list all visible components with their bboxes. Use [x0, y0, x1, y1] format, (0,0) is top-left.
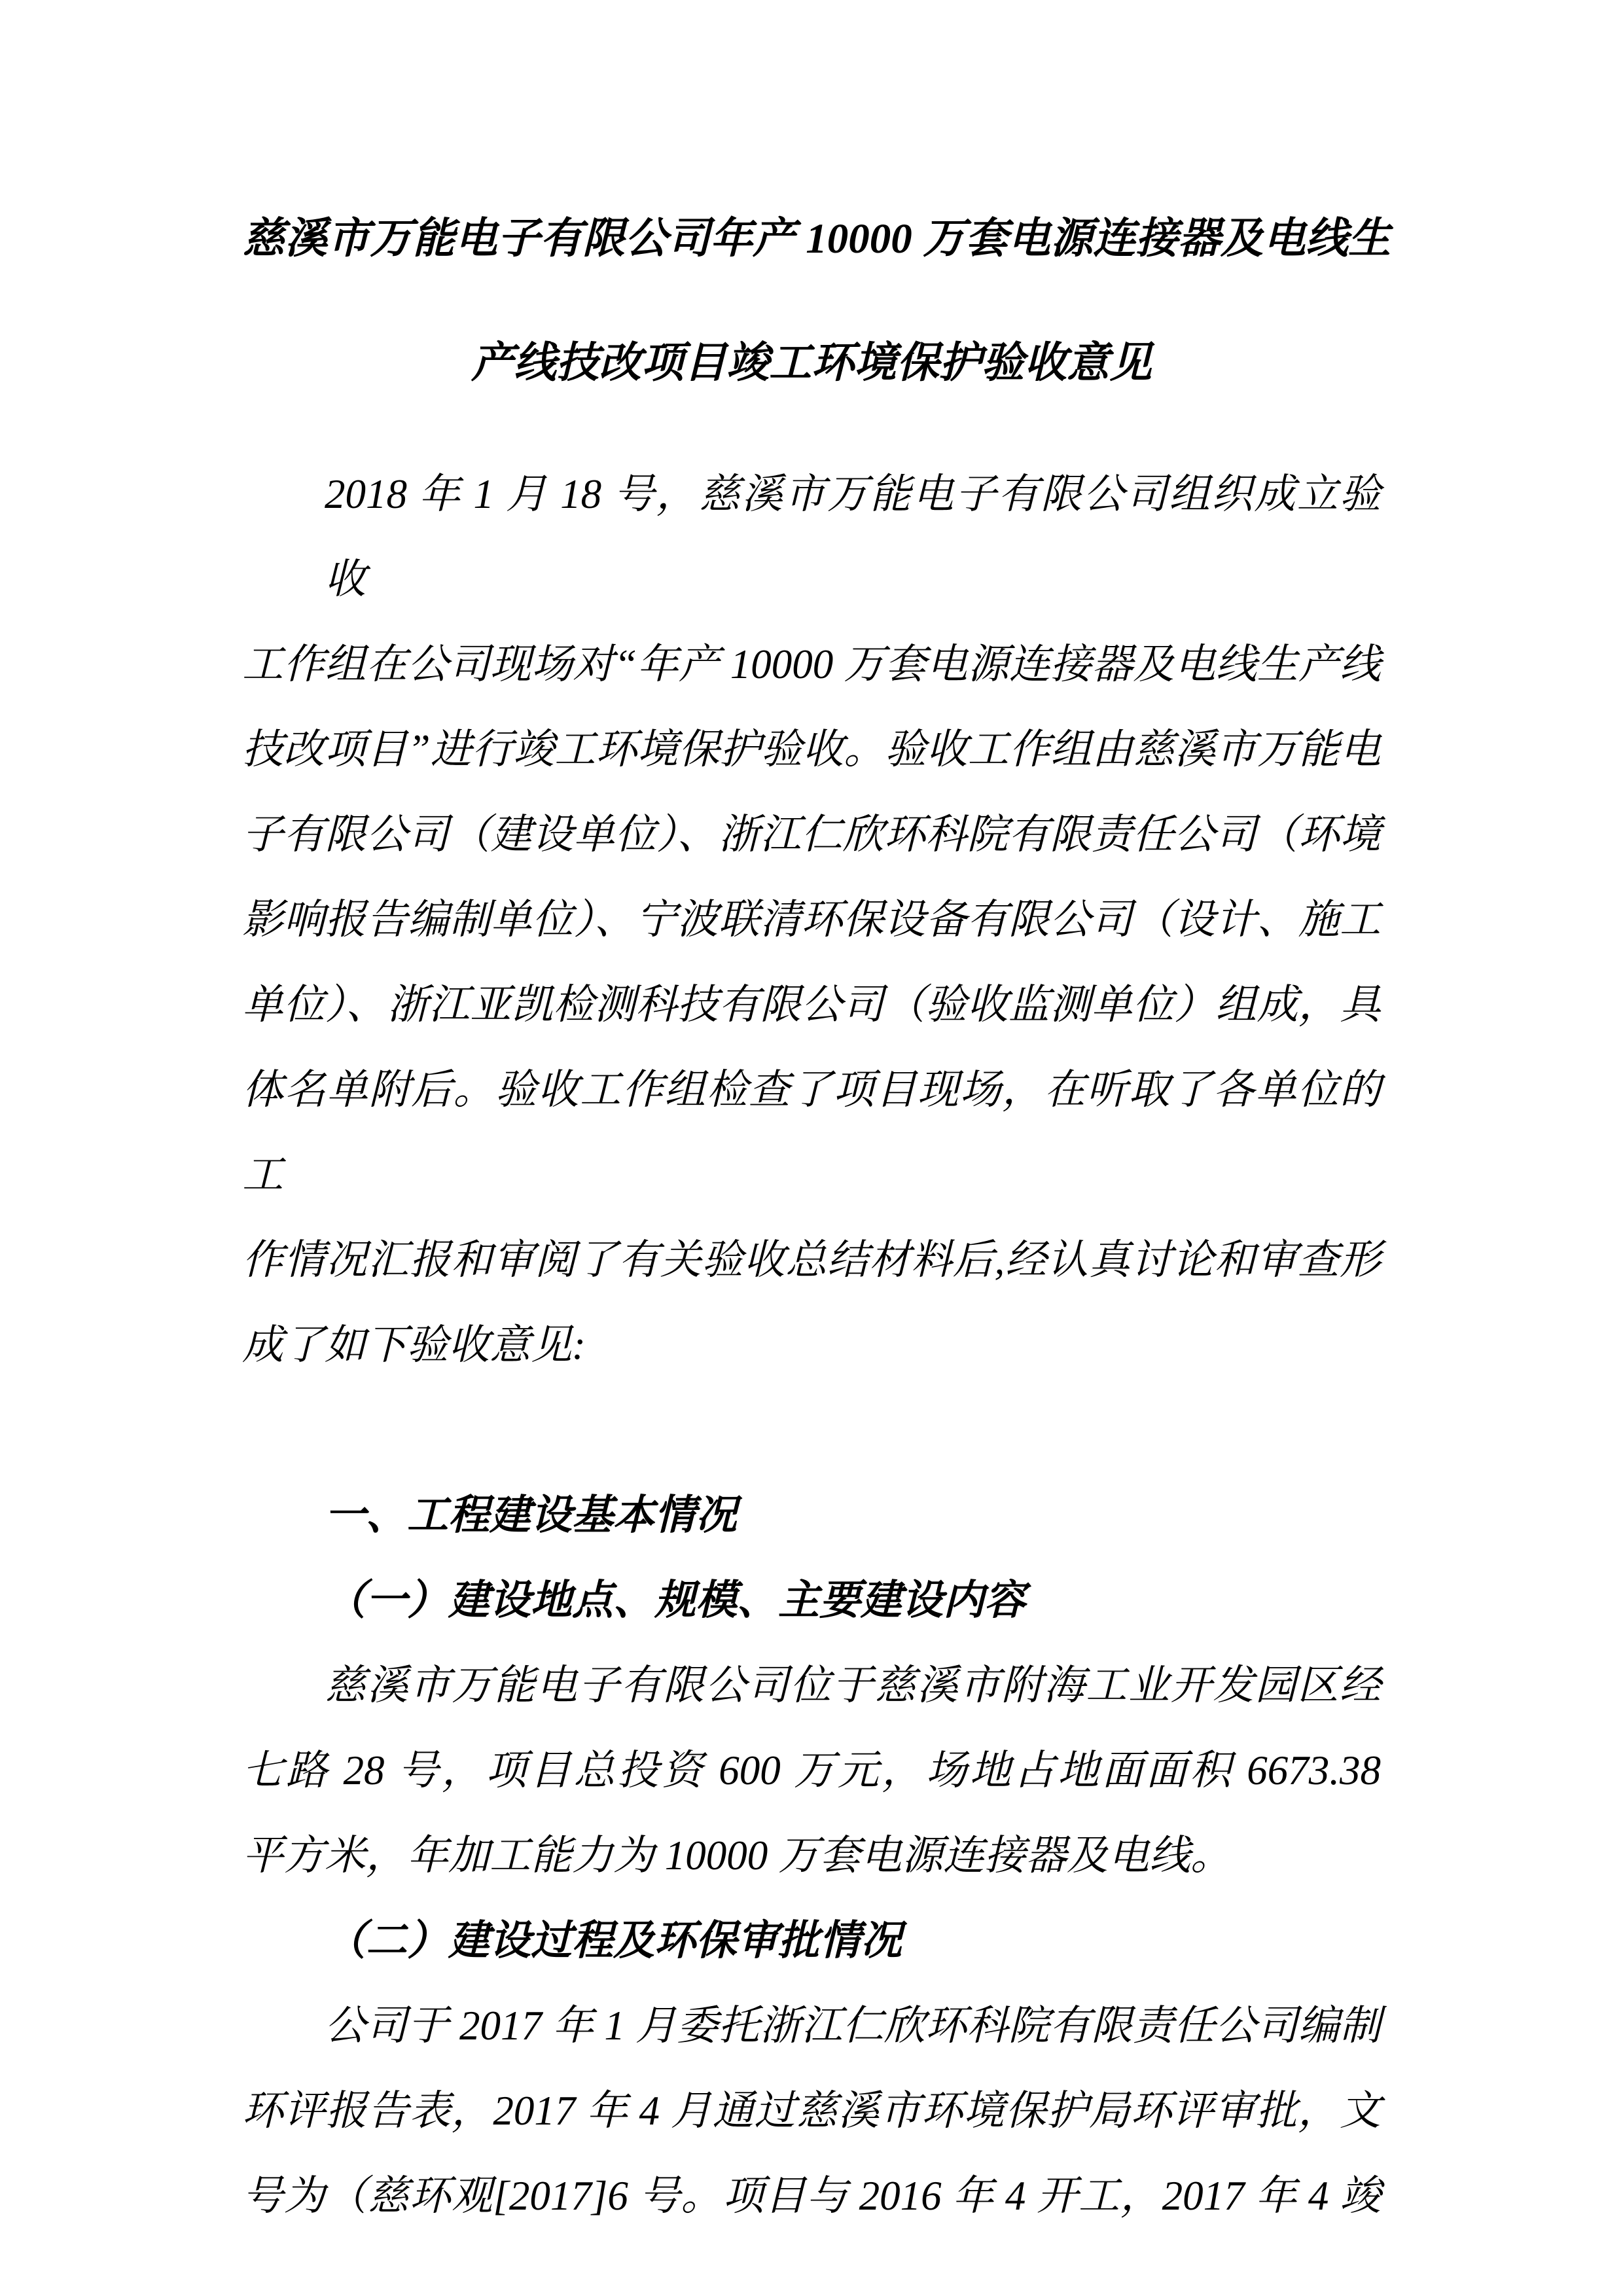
text-line: 成了如下验收意见: — [242, 1322, 586, 1368]
text-line: 影响报告编制单位）、宁波联清环保设备有限公司（设计、施工 — [242, 897, 1381, 942]
text-line: 作情况汇报和审阅了有关验收总结材料后,经认真讨论和审查形 — [242, 1237, 1381, 1283]
section-1-2-paragraph — [242, 1983, 1381, 2238]
document-title — [242, 177, 1391, 425]
text-line: 体名单附后。验收工作组检查了项目现场，在听取了各单位的工 — [242, 1067, 1381, 1198]
text-line: 单位）、浙江亚凯检测科技有限公司（验收监测单位）组成，具 — [242, 982, 1381, 1028]
title-line-1: 慈溪市万能电子有限公司年产 10000 万套电源连接器及电线生 — [242, 215, 1391, 262]
text-line: 子有限公司（建设单位）、浙江仁欣环科院有限责任公司（环境 — [242, 812, 1381, 857]
section-1-1-heading: （一）建设地点、规模、主要建设内容 — [325, 1577, 1026, 1623]
text-line: 技改项目”进行竣工环境保护验收。验收工作组由慈溪市万能电 — [242, 726, 1381, 772]
text-line: 2018 年 1 月 18 号，慈溪市万能电子有限公司组织成立验收 — [325, 471, 1381, 602]
text-line: 号为（慈环观[2017]6 号。项目与 2016 年 4 开工，2017 年 4 竣 — [242, 2173, 1381, 2219]
text-line: 七路 28 号，项目总投资 600 万元，场地占地面面积 6673.38 — [242, 1748, 1381, 1793]
text-line: 公司于 2017 年 1 月委托浙江仁欣环科院有限责任公司编制 — [325, 2003, 1381, 2049]
intro-paragraph — [242, 452, 1381, 1388]
title-line-2: 产线技改项目竣工环境保护验收意见 — [471, 340, 1152, 387]
section-1-1-paragraph — [242, 1643, 1381, 1898]
text-line: 慈溪市万能电子有限公司位于慈溪市附海工业开发园区经 — [325, 1662, 1381, 1708]
text-line: 环评报告表，2017 年 4 月通过慈溪市环境保护局环评审批，文 — [242, 2088, 1381, 2134]
section-1-heading: 一、工程建设基本情况 — [325, 1492, 737, 1538]
text-line: 平方米，年加工能力为 10000 万套电源连接器及电线。 — [242, 1833, 1232, 1878]
text-line: 工作组在公司现场对“年产 10000 万套电源连接器及电线生产线 — [242, 641, 1381, 687]
section-1-2-heading: （二）建设过程及环保审批情况 — [325, 1918, 902, 1964]
